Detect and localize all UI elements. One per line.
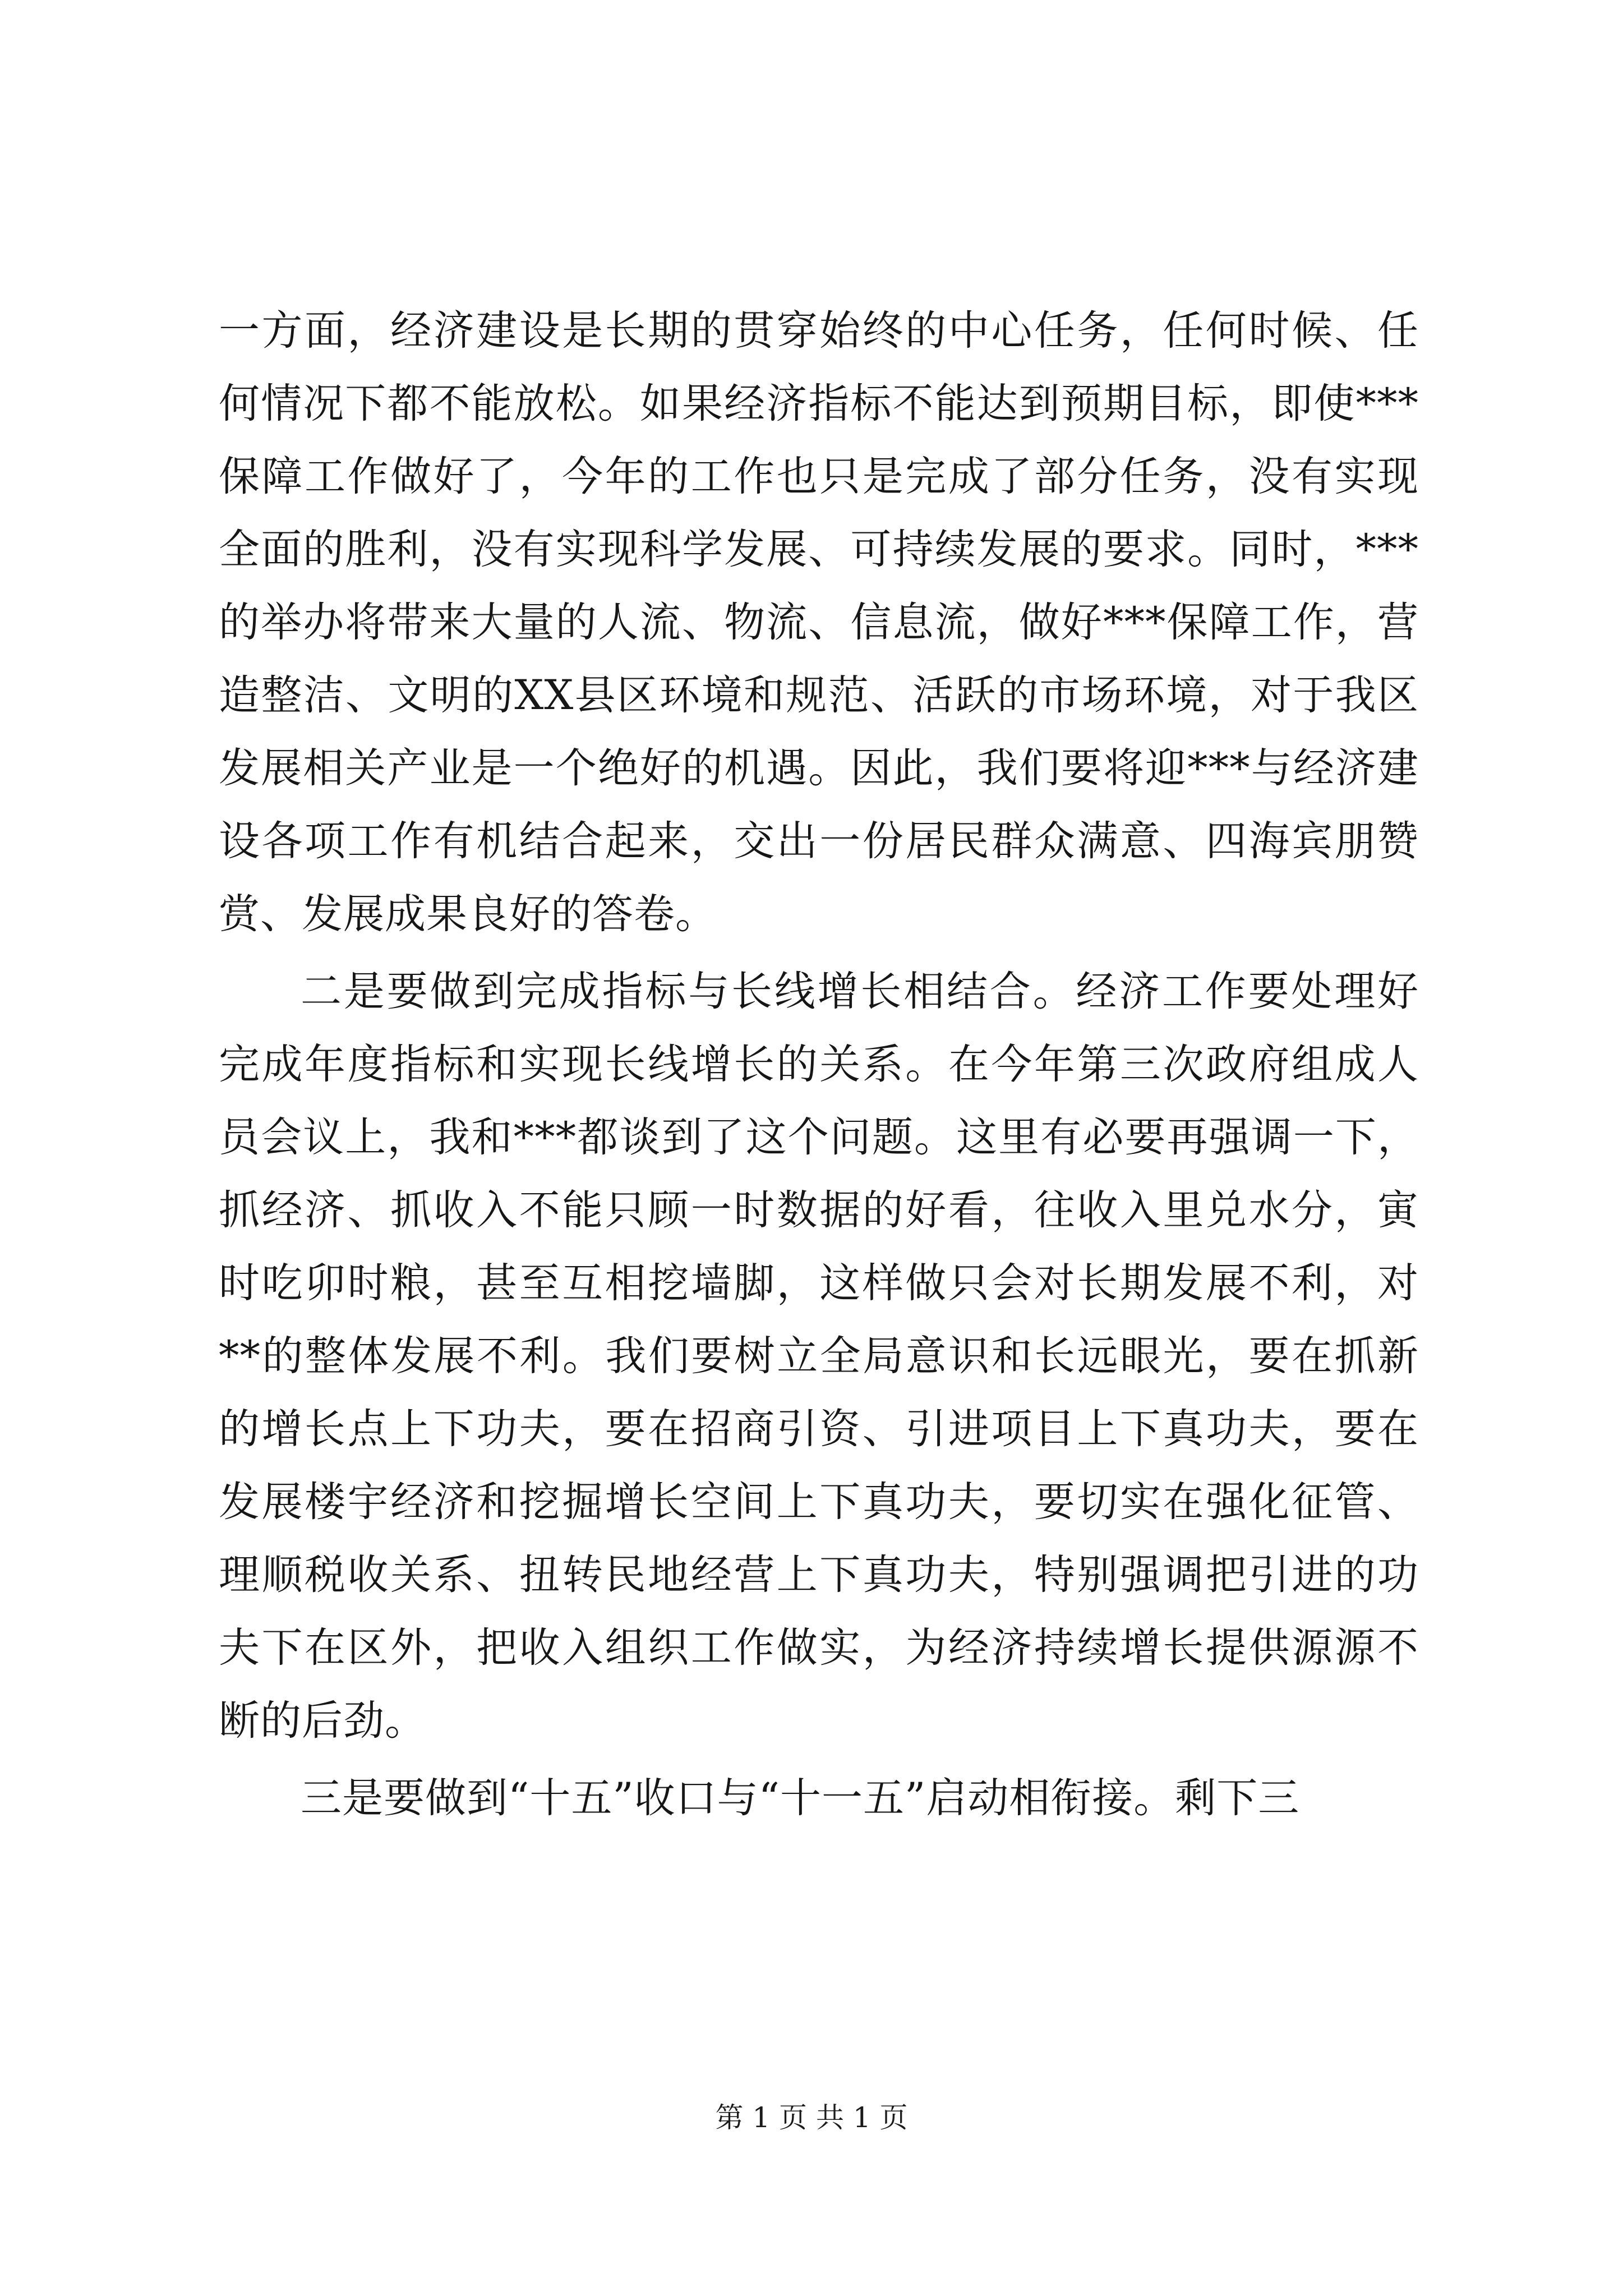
document-body bbox=[219, 295, 1419, 1835]
page-footer: 第 1 页 共 1 页 bbox=[715, 2101, 908, 2134]
paragraph-2: 二是要做到完成指标与长线增长相结合。经济工作要处理好完成年度指标和实现长线增长的关系。在今年第三次政府组成人员会议上，我和***都谈到了这个问题。这里有必要再强调一下，抓经济、抓收入不能只顾一时数据的好看，往收入里兑水分，寅时吃卯时粮，甚至互相挖墙脚，这样做只会对长期发展不利，对**的整体发展不利。我们要树立全局意识和长远眼光，要在抓新的增长点上下功夫，要在招商引资、引进项目上下真功夫，要在发展楼宇经济和挖掘增长空间上下真功夫，要切实在强化征管、理顺税收关系、扭转民地经营上下真功夫，特别强调把引进的功夫下在区外，把收入组织工作做实，为经济持续增长提供源源不断的后劲。 bbox=[219, 968, 1419, 1745]
paragraph-1: 一方面，经济建设是长期的贯穿始终的中心任务，任何时候、任何情况下都不能放松。如果经济指标不能达到预期目标，即使***保障工作做好了，今年的工作也只是完成了部分任务，没有实现全面的胜利，没有实现科学发展、可持续发展的要求。同时，***的举办将带来大量的人流、物流、信息流，做好***保障工作，营造整洁、文明的XX县区环境和规范、活跃的市场环境，对于我区发展相关产业是一个绝好的机遇。因此，我们要将迎***与经济建设各项工作有机结合起来，交出一份居民群众满意、四海宾朋赞赏、发展成果良好的答卷。 bbox=[219, 307, 1419, 938]
paragraph-3: 三是要做到“十五”收口与“十一五”启动相衔接。剩下三 bbox=[301, 1774, 1300, 1822]
